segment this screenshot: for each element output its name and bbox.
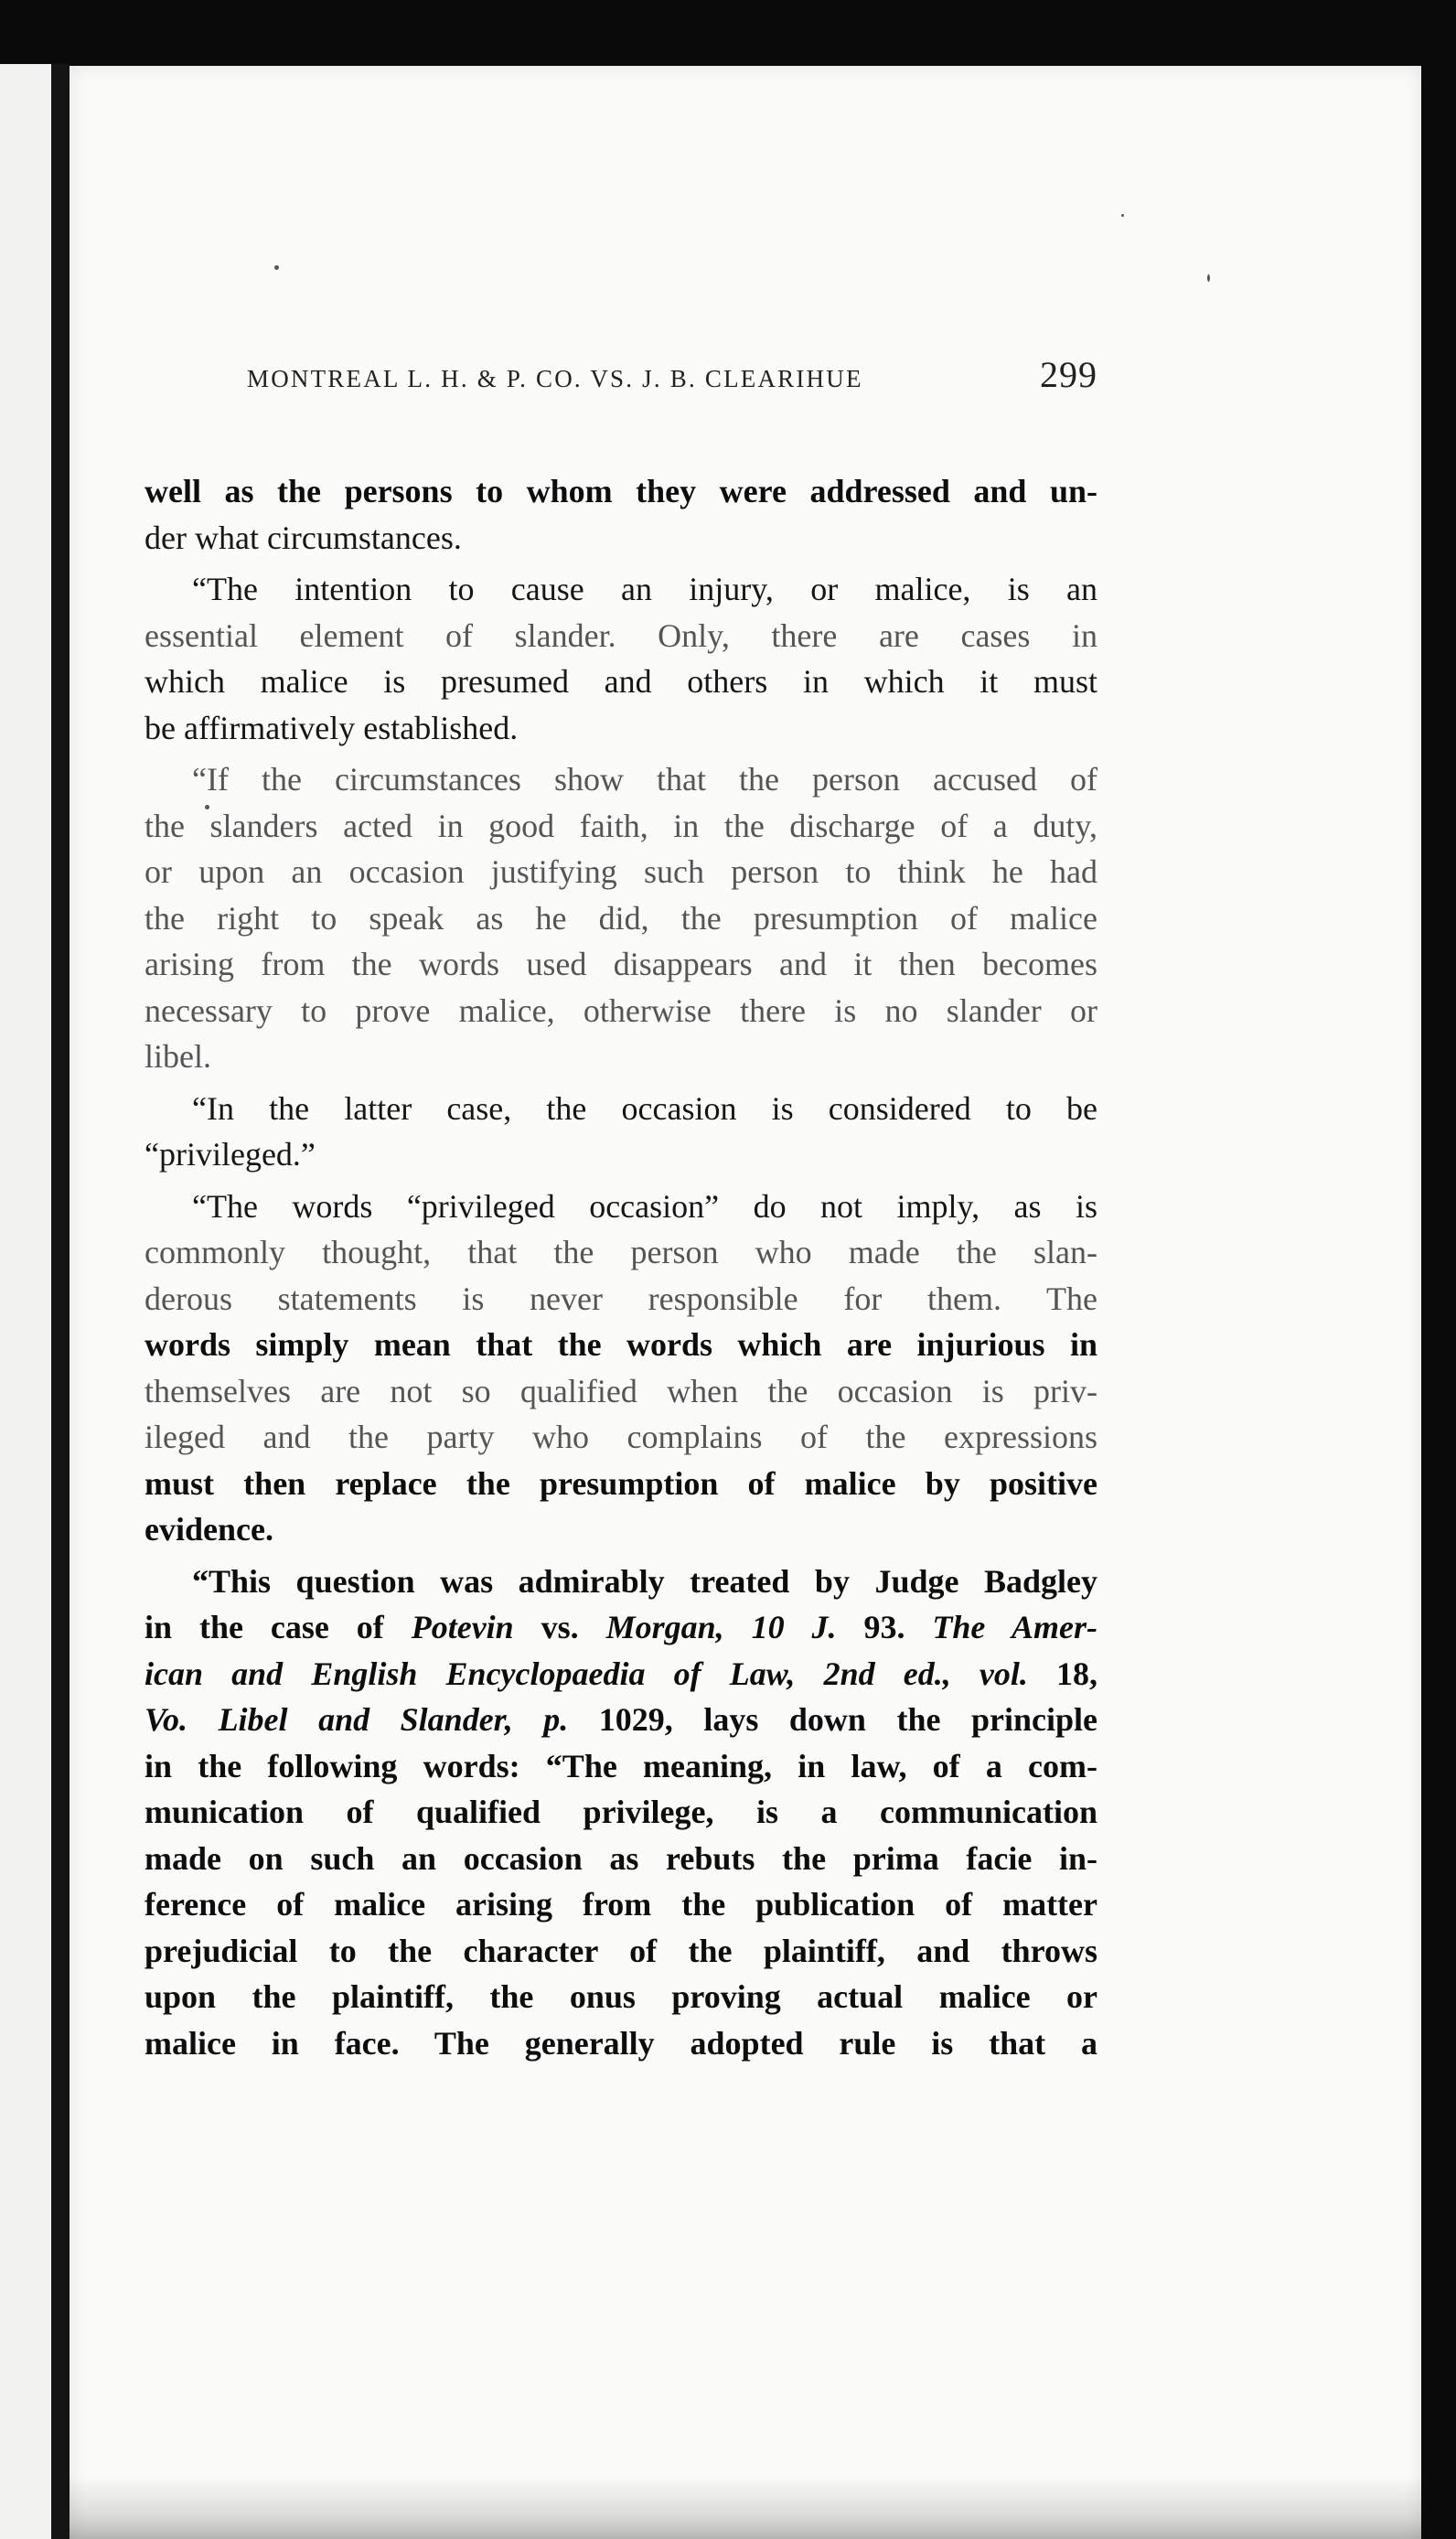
text-run: 1029, lays down the principle [568, 1701, 1098, 1738]
text-line: “privileged.” [145, 1136, 316, 1173]
text-line: prejudicial to the character of the plaintiff, and throws [145, 1932, 1097, 1969]
adjacent-page-edge [0, 64, 51, 2539]
text-line: the right to speak as he did, the presumption of malice [145, 899, 1097, 937]
running-head: MONTREAL L. H. & P. CO. VS. J. B. CLEARIHUE [247, 365, 863, 392]
text-line: well as the persons to whom they were addressed and un- [145, 473, 1097, 509]
text-line: arising from the words used disappears and it then becomes [145, 946, 1097, 982]
text-line: “If the circumstances show that the person accused of [192, 761, 1097, 798]
text-line: der what circumstances. [145, 519, 462, 556]
page-number: 299 [1040, 354, 1097, 395]
text-run: in the case of [145, 1609, 412, 1645]
text-line: which malice is presumed and others in which it must [145, 663, 1097, 700]
book-gutter [51, 64, 70, 2539]
text-line: “This question was admirably treated by Judge Badgley [192, 1562, 1097, 1600]
text-line: derous statements is never responsible for them. The [145, 1280, 1097, 1317]
text-line: upon the plaintiff, the onus proving actual malice or [145, 1978, 1097, 2015]
text-line: ileged and the party who complains of the expressions [145, 1419, 1097, 1455]
page-bottom-shadow [70, 2475, 1421, 2539]
text-line: “In the latter case, the occasion is considered to be [192, 1089, 1097, 1127]
text-run: vs. [513, 1609, 606, 1645]
text-line: malice in face. The generally adopted rule is that a [145, 2024, 1097, 2062]
text-line: libel. [145, 1038, 211, 1075]
text-line: be affirmatively established. [145, 709, 519, 746]
paper-speck [1207, 274, 1210, 282]
text-line: or upon an occasion justifying such person to think he had [145, 853, 1097, 890]
text-line: in the following words: “The meaning, in law, of a com- [145, 1747, 1097, 1784]
text-run: 18, [1027, 1655, 1098, 1692]
text-line [145, 1697, 1097, 1743]
text-line [145, 1604, 1097, 1651]
case-name: Potevin [411, 1609, 514, 1645]
text-line: munication of qualified privilege, is a communication [145, 1794, 1097, 1830]
text-line: themselves are not so qualified when the occasion is priv- [145, 1372, 1097, 1409]
book-title: The Amer- [932, 1609, 1098, 1645]
text-line: the slanders acted in good faith, in the discharge of a duty, [145, 807, 1097, 844]
book-title: ican and English Encyclopaedia of Law, 2nd ed., vol. [145, 1655, 1028, 1692]
paper-speck [274, 265, 279, 270]
text-line: evidence. [145, 1511, 273, 1548]
text-line: must then replace the presumption of malice by positive [145, 1464, 1097, 1502]
paper-speck [1121, 214, 1124, 217]
case-name: Morgan, 10 J. [605, 1609, 837, 1645]
text-line [145, 1651, 1097, 1698]
text-run: 93. [836, 1609, 933, 1645]
body-text [145, 468, 1097, 2066]
text-line: ference of malice arising from the publication of matter [145, 1886, 1097, 1923]
book-title: Vo. Libel and Slander, p. [145, 1701, 569, 1738]
page-header [247, 353, 1097, 408]
text-line: “The words “privileged occasion” do not imply, as is [192, 1187, 1097, 1225]
text-line: “The intention to cause an injury, or malice, is an [192, 571, 1097, 607]
text-line: essential element of slander. Only, there are cases in [145, 616, 1097, 654]
text-line: words simply mean that the words which are injurious in [145, 1326, 1097, 1363]
text-line: made on such an occasion as rebuts the prima facie in- [145, 1839, 1097, 1877]
text-line: necessary to prove malice, otherwise there is no slander or [145, 991, 1097, 1029]
text-line: commonly thought, that the person who made the slan- [145, 1234, 1097, 1270]
